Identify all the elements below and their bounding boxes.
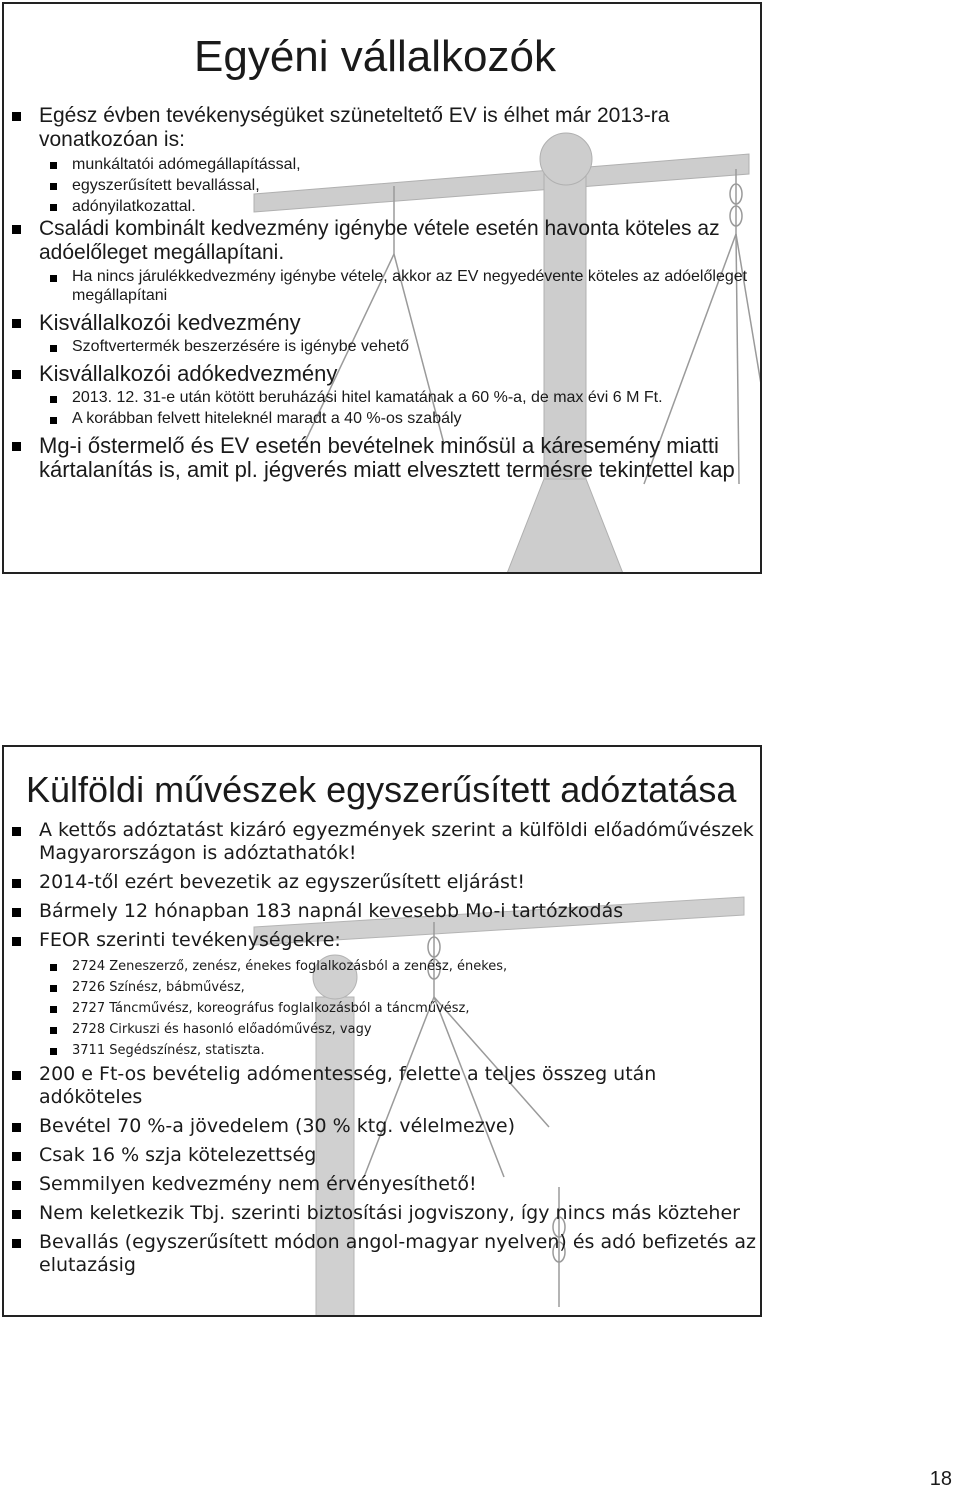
list-subitem: 2727 Táncművész, koreográfus foglalkozásból a táncművész, (4, 1000, 762, 1017)
list-subitem: egyszerűsített bevallással, (4, 175, 762, 196)
list-item: Kisvállalkozói adókedvezmény (4, 362, 762, 386)
list-subitem: 3711 Segédszínész, statiszta. (4, 1042, 762, 1059)
page-number: 18 (929, 1468, 952, 1490)
slide-2 (2, 745, 762, 1317)
list-subitem: 2726 Színész, bábművész, (4, 979, 762, 996)
list-item: Csak 16 % szja kötelezettség (4, 1144, 762, 1167)
square-bullet-icon (12, 1123, 21, 1132)
bullet-list (4, 104, 762, 484)
list-item: 2014-től ezért bevezetik az egyszerűsített eljárást! (4, 871, 762, 894)
square-bullet-icon (50, 162, 57, 169)
square-bullet-icon (12, 1239, 21, 1248)
square-bullet-icon (12, 908, 21, 917)
list-item: FEOR szerinti tevékenységekre: (4, 929, 762, 952)
list-subitem: A korábban felvett hiteleknél maradt a 40 %-os szabály (4, 409, 762, 428)
square-bullet-icon (12, 319, 21, 328)
list-item: Bevallás (egyszerűsített módon angol-magyar nyelven) és adó befizetés az elutazásig (4, 1231, 762, 1277)
list-item: Nem keletkezik Tbj. szerinti biztosítási jogviszony, így nincs más közteher (4, 1202, 762, 1225)
square-bullet-icon (12, 1181, 21, 1190)
square-bullet-icon (50, 183, 57, 190)
list-item: A kettős adóztatást kizáró egyezmények szerint a külföldi előadóművészek Magyarországon is adóztathatók! (4, 819, 762, 865)
bullet-list (4, 819, 762, 1283)
list-subitem: 2013. 12. 31-e után kötött beruházási hitel kamatának a 60 %-a, de max évi 6 M Ft. (4, 388, 762, 407)
list-item: 200 e Ft-os bevételig adómentesség, felette a teljes összeg után adóköteles (4, 1063, 762, 1109)
list-item: Mg-i őstermelő és EV esetén bevételnek minősül a káresemény miatti kártalanítás is, amit pl. jégverés miatt elvesztett termésre tekintettel kap (4, 434, 762, 482)
list-item: Családi kombinált kedvezmény igénybe vétele esetén havonta köteles az adóelőleget megállapítani. (4, 217, 762, 265)
square-bullet-icon (50, 417, 57, 424)
list-subitem: adónyilatkozattal. (4, 196, 762, 217)
list-subitem: Ha nincs járulékkedvezmény igénybe vétele, akkor az EV negyedévente köteles az adóelőleget megállapítani (4, 267, 762, 305)
square-bullet-icon (50, 275, 57, 282)
square-bullet-icon (50, 1027, 57, 1034)
list-item: Bevétel 70 %-a jövedelem (30 % ktg. vélelmezve) (4, 1115, 762, 1138)
slide-1 (2, 2, 762, 574)
list-subitem: munkáltatói adómegállapítással, (4, 154, 762, 175)
list-item: Egész évben tevékenységüket szüneteltető EV is élhet már 2013-ra vonatkozóan is: (4, 104, 762, 152)
list-item: Bármely 12 hónapban 183 napnál kevesebb Mo-i tartózkodás (4, 900, 762, 923)
square-bullet-icon (50, 964, 57, 971)
square-bullet-icon (50, 396, 57, 403)
square-bullet-icon (50, 1048, 57, 1055)
slide-title: Egyéni vállalkozók (194, 32, 556, 81)
list-subitem: 2724 Zeneszerző, zenész, énekes foglalkozásból a zenész, énekes, (4, 958, 762, 975)
list-item: Kisvállalkozói kedvezmény (4, 311, 762, 335)
list-subitem: 2728 Cirkuszi és hasonló előadóművész, vagy (4, 1021, 762, 1038)
square-bullet-icon (12, 225, 21, 234)
square-bullet-icon (50, 985, 57, 992)
slide-title: Külföldi művészek egyszerűsített adóztatása (26, 769, 737, 810)
list-item: Semmilyen kedvezmény nem érvényesíthető! (4, 1173, 762, 1196)
square-bullet-icon (12, 1071, 21, 1080)
square-bullet-icon (12, 1152, 21, 1161)
list-subitem: Szoftvertermék beszerzésére is igénybe vehető (4, 337, 762, 356)
square-bullet-icon (12, 879, 21, 888)
square-bullet-icon (12, 937, 21, 946)
square-bullet-icon (12, 442, 21, 451)
square-bullet-icon (12, 112, 21, 121)
square-bullet-icon (12, 827, 21, 836)
square-bullet-icon (12, 1210, 21, 1219)
square-bullet-icon (50, 345, 57, 352)
square-bullet-icon (50, 204, 57, 211)
square-bullet-icon (50, 1006, 57, 1013)
square-bullet-icon (12, 370, 21, 379)
